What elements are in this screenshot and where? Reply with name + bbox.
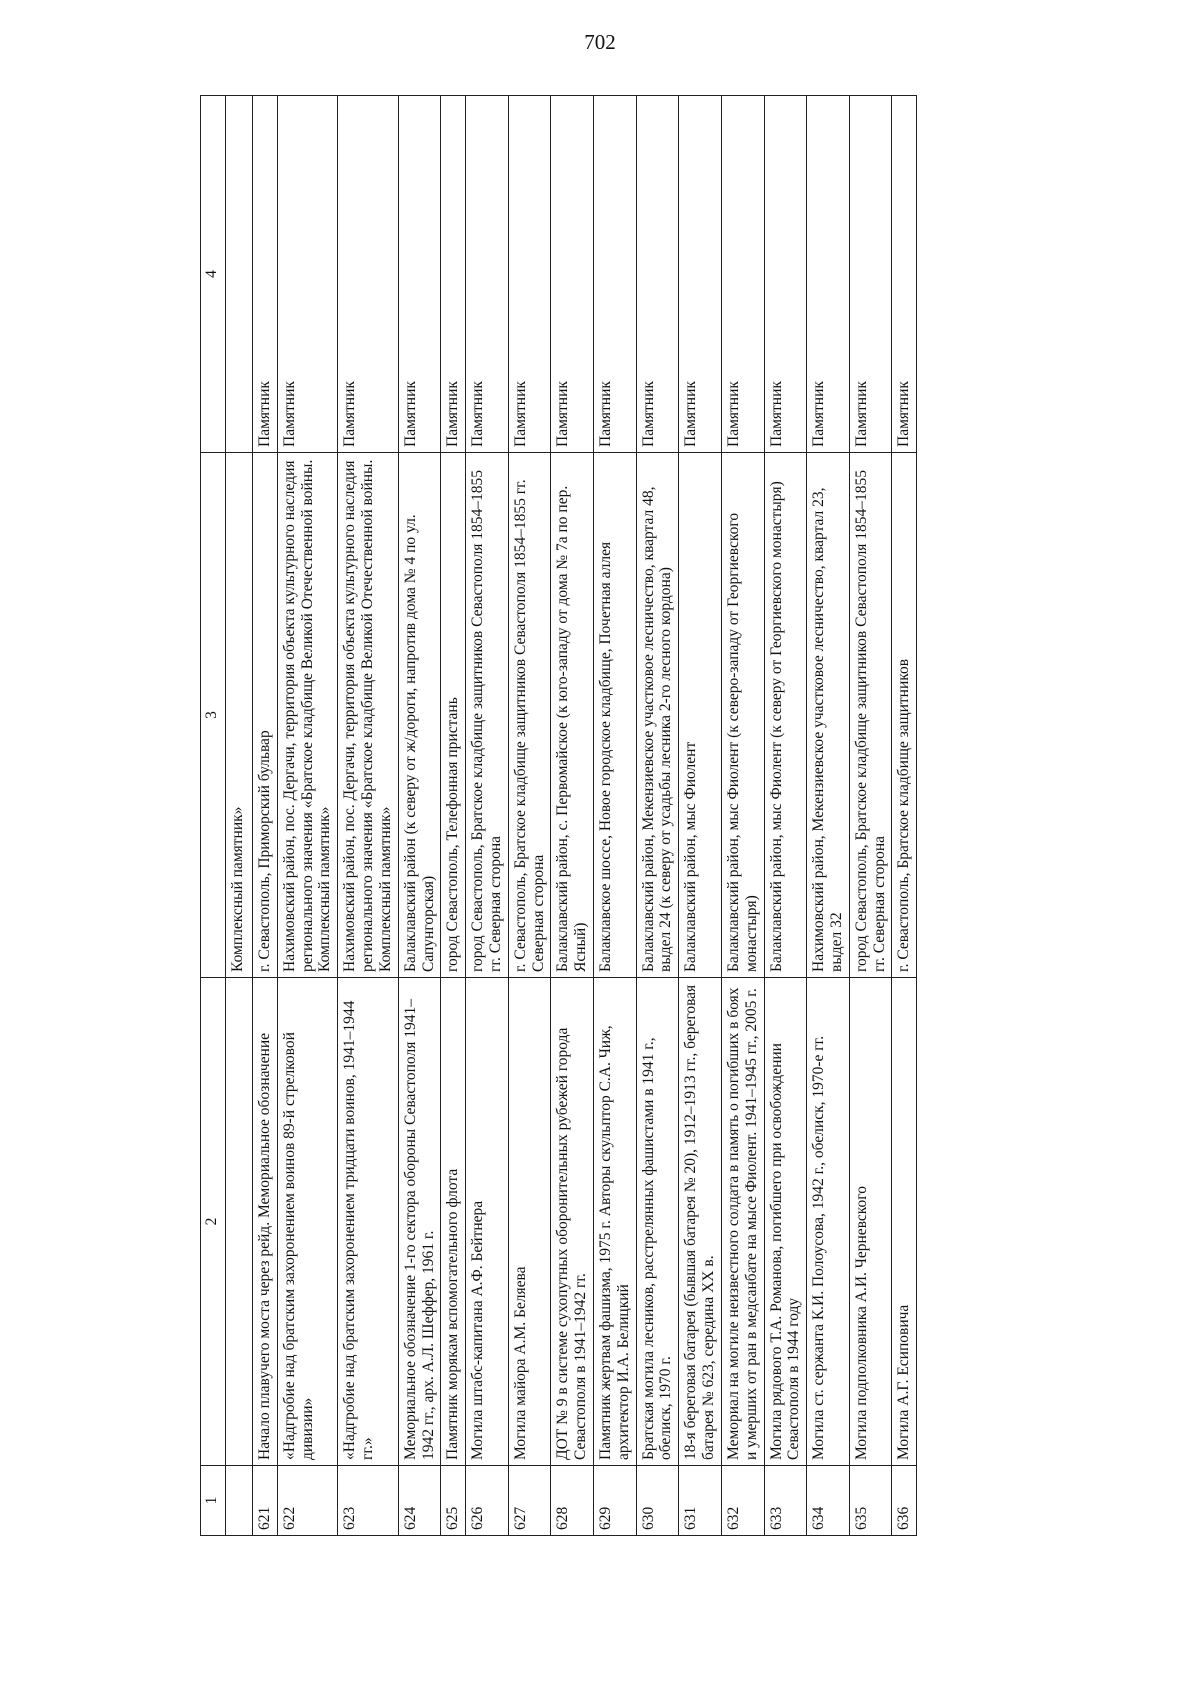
table-row <box>721 96 764 1536</box>
monument-type: Памятник <box>338 96 398 453</box>
table-row <box>551 96 594 1536</box>
row-number: 628 <box>551 1466 594 1536</box>
continuation-type <box>226 96 253 453</box>
rotated-table-area <box>200 96 1120 1536</box>
monument-type: Памятник <box>764 96 807 453</box>
table-row <box>807 96 850 1536</box>
column-header-4: 4 <box>201 96 226 453</box>
row-number: 625 <box>441 1466 466 1536</box>
monument-name: Могила ст. сержанта К.И. Полоусова, 1942 г., обелиск, 1970-е гг. <box>807 978 850 1466</box>
monument-location: Нахимовский район, Мекензиевское участковое лесничество, квартал 23, выдел 32 <box>807 453 850 978</box>
monument-name: Начало плавучего моста через рейд. Мемориальное обозначение <box>253 978 278 1466</box>
monument-name: Памятник жертвам фашизма, 1975 г. Авторы скульптор С.А. Чиж, архитектор И.А. Белицкий <box>594 978 637 1466</box>
column-header-3: 3 <box>201 453 226 978</box>
continuation-row <box>226 96 253 1536</box>
row-number: 633 <box>764 1466 807 1536</box>
row-number: 636 <box>892 1466 917 1536</box>
table-row <box>338 96 398 1536</box>
row-number: 623 <box>338 1466 398 1536</box>
monument-location: Балаклавский район (к северу от ж/дороги, напротив дома № 4 по ул. Сапунгорская) <box>398 453 441 978</box>
monument-type: Памятник <box>636 96 679 453</box>
row-number: 621 <box>253 1466 278 1536</box>
monuments-table <box>200 95 917 1536</box>
row-number: 632 <box>721 1466 764 1536</box>
monument-type: Памятник <box>679 96 722 453</box>
monument-name: Братская могила лесников, расстрелянных фашистами в 1941 г., обелиск, 1970 г. <box>636 978 679 1466</box>
monument-location: Балаклавский район, Мекензиевское участковое лесничество, квартал 48, выдел 24 (к северу от усадьбы лесника 2-го лесного кордона) <box>636 453 679 978</box>
continuation-num <box>226 1466 253 1536</box>
table-row <box>636 96 679 1536</box>
table-row <box>679 96 722 1536</box>
row-number: 629 <box>594 1466 637 1536</box>
monument-type: Памятник <box>441 96 466 453</box>
monument-location: Балаклавский район, с. Первомайское (к юго-западу от дома № 7а по пер. Ясный) <box>551 453 594 978</box>
monument-type: Памятник <box>721 96 764 453</box>
table-wrapper <box>200 96 1120 1536</box>
monument-location: г. Севастополь, Братское кладбище защитников <box>892 453 917 978</box>
table-row <box>253 96 278 1536</box>
monument-name: Могила рядового Т.А. Романова, погибшего при освобождении Севастополя в 1944 году <box>764 978 807 1466</box>
monument-type: Памятник <box>807 96 850 453</box>
monument-location: город Севастополь, Братское кладбище защитников Севастополя 1854–1855 гг. Северная сторона <box>849 453 892 978</box>
monument-location: город Севастополь, Телефонная пристань <box>441 453 466 978</box>
monument-location: Нахимовский район, пос. Дергачи, территория объекта культурного наследия регионального значения «Братское кладбище Великой Отечественной войны. Комплексный памятник» <box>338 453 398 978</box>
row-number: 631 <box>679 1466 722 1536</box>
column-header-1: 1 <box>201 1466 226 1536</box>
row-number: 634 <box>807 1466 850 1536</box>
table-row <box>594 96 637 1536</box>
row-number: 635 <box>849 1466 892 1536</box>
monument-name: Мемориальное обозначение 1-го сектора обороны Севастополя 1941–1942 гг., арх. А.Л. Шеффер, 1961 г. <box>398 978 441 1466</box>
monument-type: Памятник <box>277 96 337 453</box>
monument-location: Нахимовский район, пос. Дергачи, территория объекта культурного наследия регионального значения «Братское кладбище Великой Отечественной войны. Комплексный памятник» <box>277 453 337 978</box>
page-number: 702 <box>584 30 616 54</box>
monument-location: г. Севастополь, Приморский бульвар <box>253 453 278 978</box>
row-number: 622 <box>277 1466 337 1536</box>
monument-location: Балаклавский район, мыс Фиолент <box>679 453 722 978</box>
table-row <box>849 96 892 1536</box>
monument-name: 18-я береговая батарея (бывшая батарея № 20), 1912–1913 гг., береговая батарея № 623, середина XX в. <box>679 978 722 1466</box>
monument-type: Памятник <box>594 96 637 453</box>
monument-location: г. Севастополь, Братское кладбище защитников Севастополя 1854–1855 гг. Северная сторона <box>508 453 551 978</box>
monument-type: Памятник <box>398 96 441 453</box>
continuation-name <box>226 978 253 1466</box>
monument-location: город Севастополь, Братское кладбище защитников Севастополя 1854–1855 гг. Северная сторона <box>466 453 509 978</box>
table-row <box>441 96 466 1536</box>
monument-name: Могила майора А.М. Беляева <box>508 978 551 1466</box>
table-row <box>508 96 551 1536</box>
monument-name: Могила А.Г. Есиповича <box>892 978 917 1466</box>
monument-name: «Надгробие над братским захоронением воинов 89-й стрелковой дивизии» <box>277 978 337 1466</box>
monument-name: ДОТ № 9 в системе сухопутных оборонительных рубежей города Севастополя в 1941–1942 гг. <box>551 978 594 1466</box>
column-numbers-row <box>201 96 226 1536</box>
row-number: 630 <box>636 1466 679 1536</box>
monument-type: Памятник <box>892 96 917 453</box>
row-number: 627 <box>508 1466 551 1536</box>
row-number: 624 <box>398 1466 441 1536</box>
monument-location: Балаклавское шоссе, Новое городское кладбище, Почетная аллея <box>594 453 637 978</box>
monument-name: Могила подполковника А.И. Черневского <box>849 978 892 1466</box>
table-row <box>398 96 441 1536</box>
monument-location: Балаклавский район, мыс Фиолент (к северу от Георгиевского монастыря) <box>764 453 807 978</box>
table-row <box>277 96 337 1536</box>
monument-type: Памятник <box>466 96 509 453</box>
continuation-location: Комплексный памятник» <box>226 453 253 978</box>
table-row <box>892 96 917 1536</box>
monument-name: Мемориал на могиле неизвестного солдата в память о погибших в боях и умерших от ран в медсанбате на мысе Фиолент. 1941–1945 гг., 2005 г. <box>721 978 764 1466</box>
monument-name: Могила штабс-капитана А.Ф. Бейтнера <box>466 978 509 1466</box>
monument-location: Балаклавский район, мыс Фиолент (к северо-западу от Георгиевского монастыря) <box>721 453 764 978</box>
monument-type: Памятник <box>253 96 278 453</box>
monument-type: Памятник <box>551 96 594 453</box>
table-row <box>764 96 807 1536</box>
monument-name: «Надгробие над братским захоронением тридцати воинов, 1941–1944 гг.» <box>338 978 398 1466</box>
monument-name: Памятник морякам вспомогательного флота <box>441 978 466 1466</box>
monument-type: Памятник <box>508 96 551 453</box>
column-header-2: 2 <box>201 978 226 1466</box>
table-row <box>466 96 509 1536</box>
monument-type: Памятник <box>849 96 892 453</box>
row-number: 626 <box>466 1466 509 1536</box>
